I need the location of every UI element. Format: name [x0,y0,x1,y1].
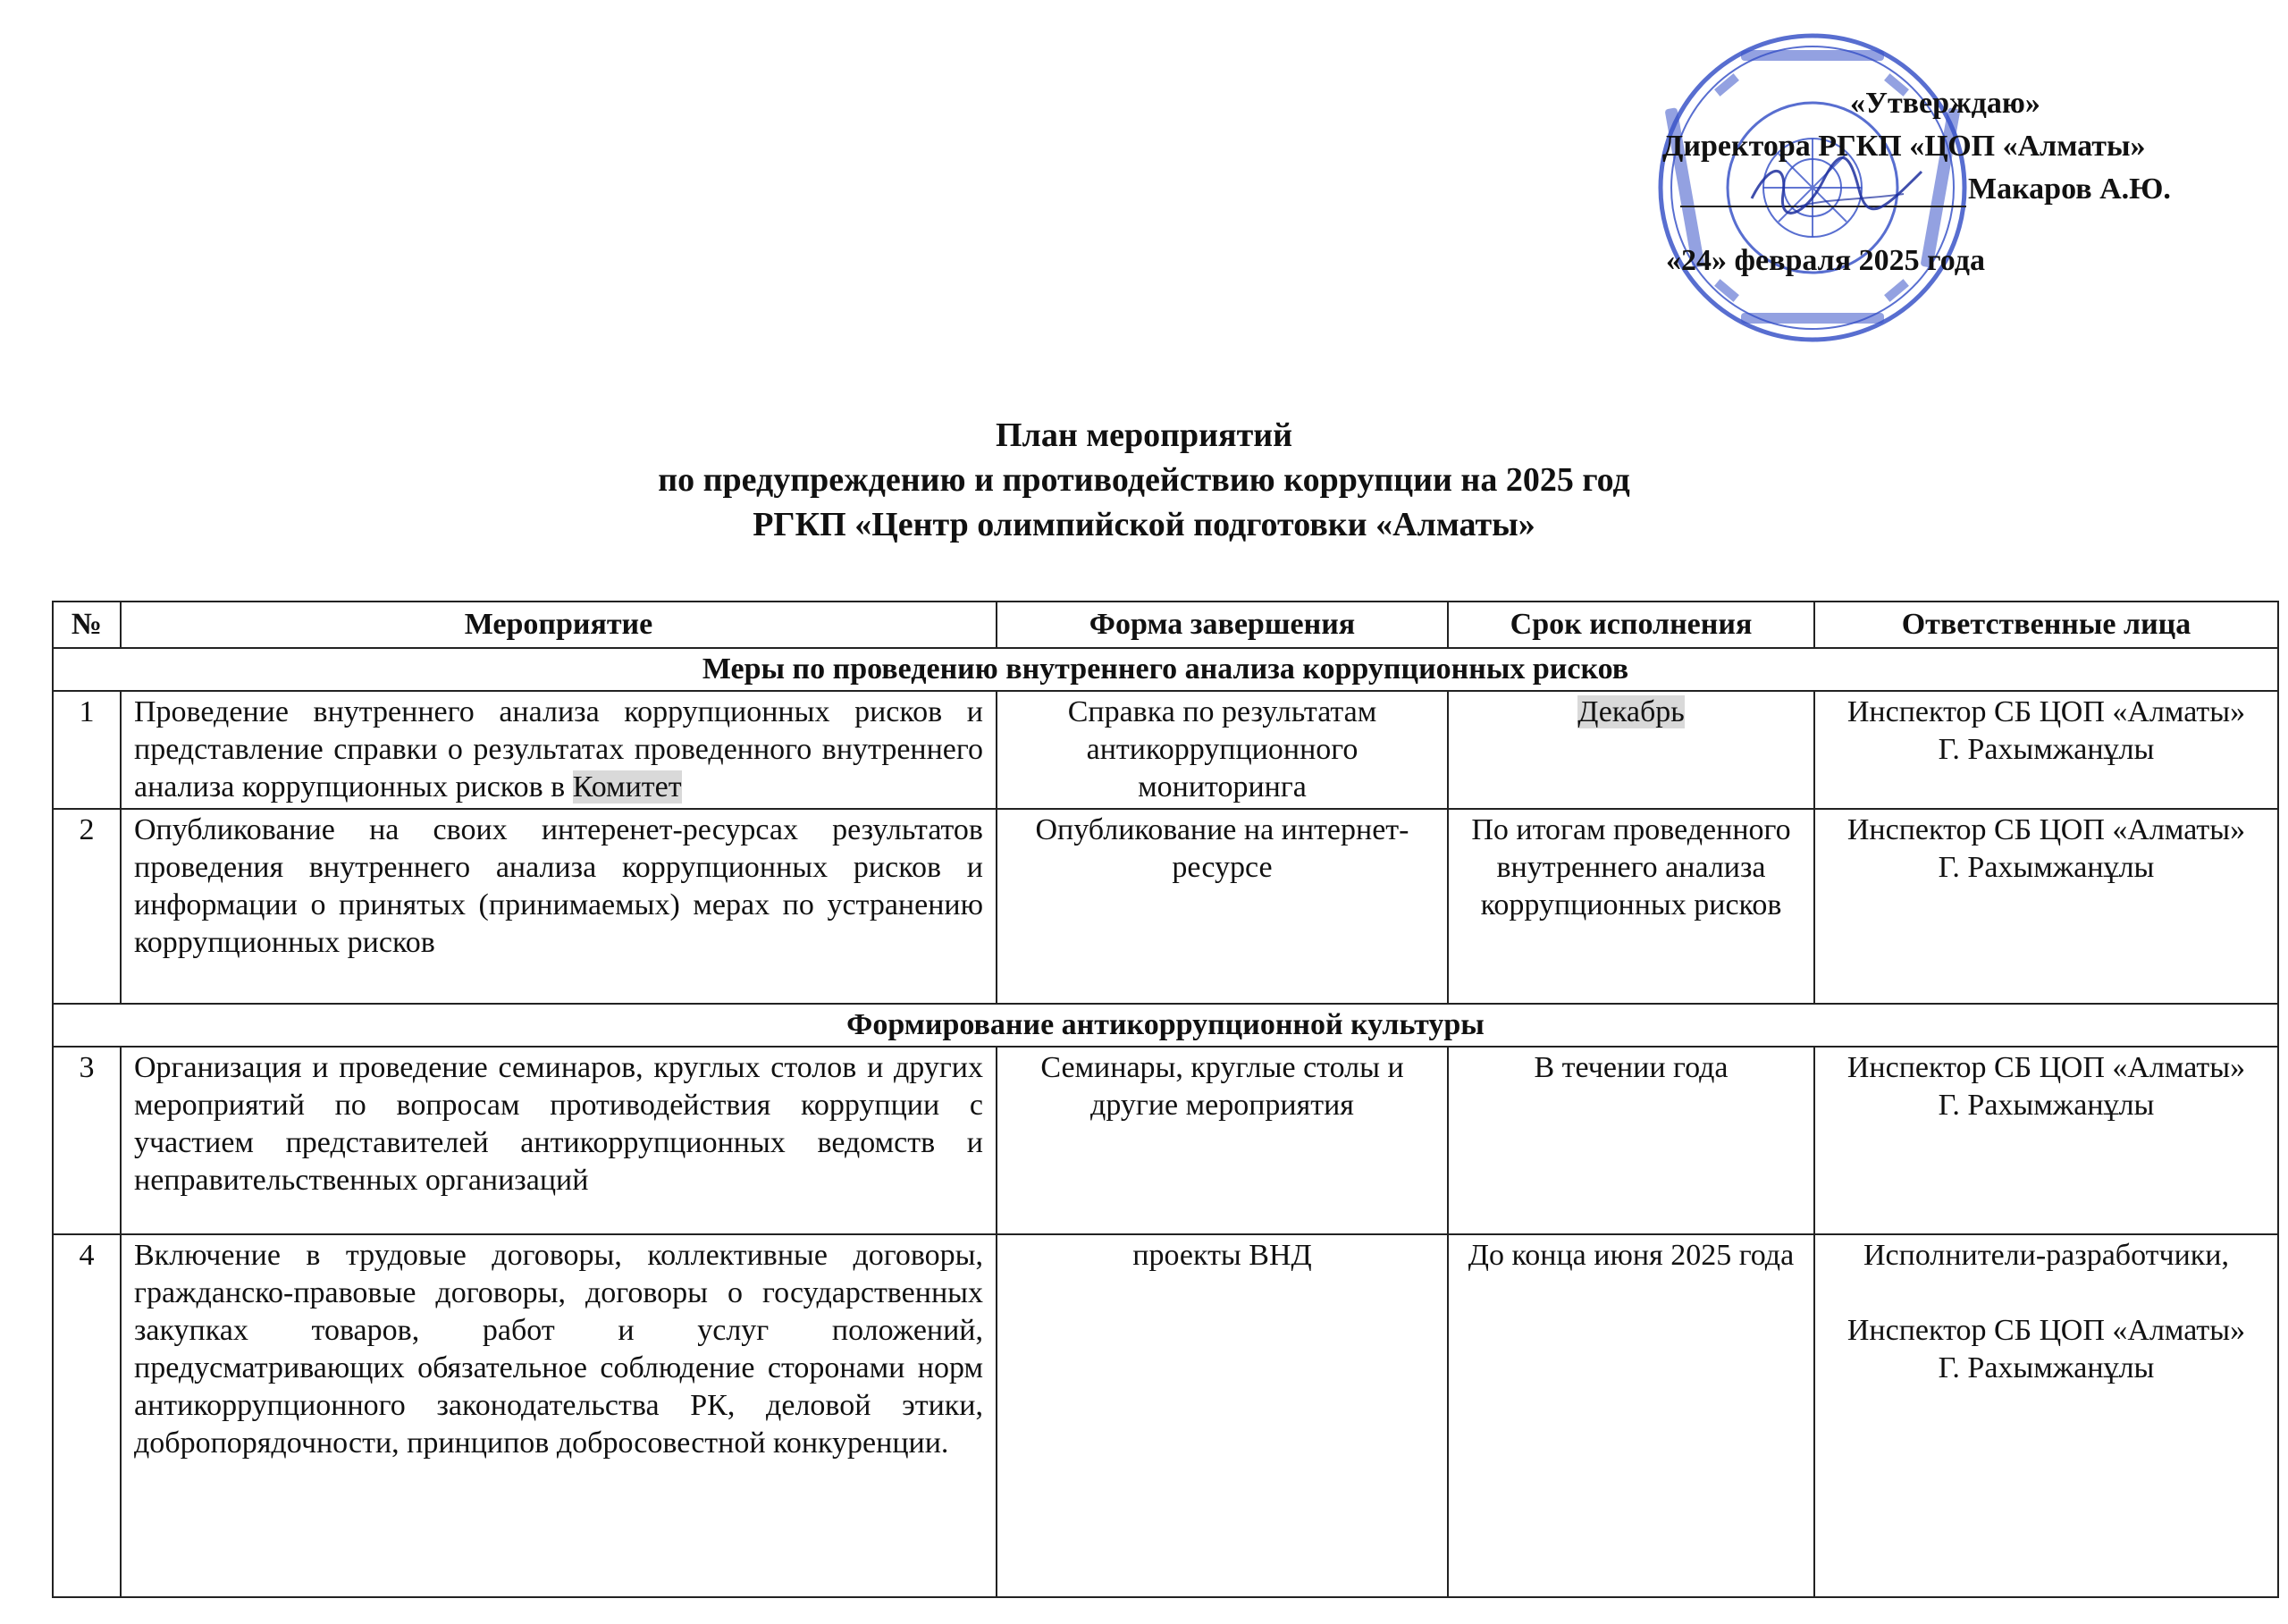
row-num: 4 [53,1234,121,1597]
responsible-position: Инспектор СБ ЦОП «Алматы» [1846,1051,2246,1084]
row-event-text: Проведение внутреннего анализа коррупционных рисков и представление справки о результатах проведенного внутреннего анализа коррупционных рисков в [134,695,983,804]
responsible-position: Инспектор СБ ЦОП «Алматы» [1846,1314,2246,1347]
handwritten-signature [1743,145,1930,225]
responsible-name: Г. Рахымжанұлы [1938,851,2155,884]
approval-heading: «Утверждаю» [1850,87,2040,120]
approval-name: Макаров А.Ю. [1968,172,2171,206]
row-num: 3 [53,1047,121,1234]
responsible-position: Инспектор СБ ЦОП «Алматы» [1846,695,2246,728]
row-num: 1 [53,691,121,809]
title-line-1: План мероприятий [995,417,1293,454]
row-form: проекты ВНД [997,1234,1448,1597]
table-row [53,691,2278,809]
row-event: Опубликование на своих интеренет-ресурсах результатов проведения внутреннего анализа коррупционных рисков и информации о принятых (принимаемых) мерах по устранению коррупционных рисков [121,809,997,1004]
row-event: Организация и проведение семинаров, круглых столов и других мероприятий по вопросам противодействия коррупции с участием представителей антикоррупционных ведомств и неправительственных организаций [121,1047,997,1234]
table-row [53,809,2278,1004]
section-row [53,1004,2278,1047]
responsible-spacer [1828,1275,2265,1312]
plan-table [52,601,2279,1598]
approval-position: Директора РГКП «ЦОП «Алматы» [1662,130,2146,163]
row-form: Справка по результатам антикоррупционного мониторинга [997,691,1448,809]
responsible-position: Инспектор СБ ЦОП «Алматы» [1846,813,2246,846]
responsible-executors: Исполнители-разработчики, [1863,1239,2229,1272]
approval-block [1662,82,2199,315]
row-responsible [1814,1234,2278,1597]
title-line-3: РГКП «Центр олимпийской подготовки «Алматы» [753,506,1535,543]
table-row [53,1234,2278,1597]
header-deadline: Срок исполнения [1448,602,1814,648]
header-responsible: Ответственные лица [1814,602,2278,648]
document-title [0,413,2288,547]
row-form: Опубликование на интернет-ресурсе [997,809,1448,1004]
row-responsible [1814,691,2278,809]
header-form: Форма завершения [997,602,1448,648]
row-deadline-text: Декабрь [1577,695,1685,728]
title-line-2: по предупреждению и противодействию коррупции на 2025 год [658,461,1630,499]
row-responsible [1814,809,2278,1004]
section-title: Меры по проведению внутреннего анализа коррупционных рисков [53,648,2278,691]
header-event: Мероприятие [121,602,997,648]
row-event-highlight: Комитет [572,770,682,804]
table-header-row [53,602,2278,648]
approval-date: «24» февраля 2025 года [1666,244,1985,277]
section-title: Формирование антикоррупционной культуры [53,1004,2278,1047]
row-deadline: По итогам проведенного внутреннего анализа коррупционных рисков [1448,809,1814,1004]
section-row [53,648,2278,691]
row-responsible [1814,1047,2278,1234]
row-deadline: В течении года [1448,1047,1814,1234]
responsible-name: Г. Рахымжанұлы [1938,1351,2155,1384]
row-form: Семинары, круглые столы и другие мероприятия [997,1047,1448,1234]
row-event [121,691,997,809]
header-num: № [53,602,121,648]
responsible-name: Г. Рахымжанұлы [1938,733,2155,766]
row-deadline [1448,691,1814,809]
row-deadline: До конца июня 2025 года [1448,1234,1814,1597]
responsible-name: Г. Рахымжанұлы [1938,1089,2155,1122]
row-event: Включение в трудовые договоры, коллективные договоры, гражданско-правовые договоры, договоры о государственных закупках товаров, работ и услуг положений, предусматривающих обязательное соблюдение сторонами норм антикоррупционного законодательства РК, деловой этики, добропорядочности, принципов добросовестной конкуренции. [121,1234,997,1597]
row-num: 2 [53,809,121,1004]
table-row [53,1047,2278,1234]
